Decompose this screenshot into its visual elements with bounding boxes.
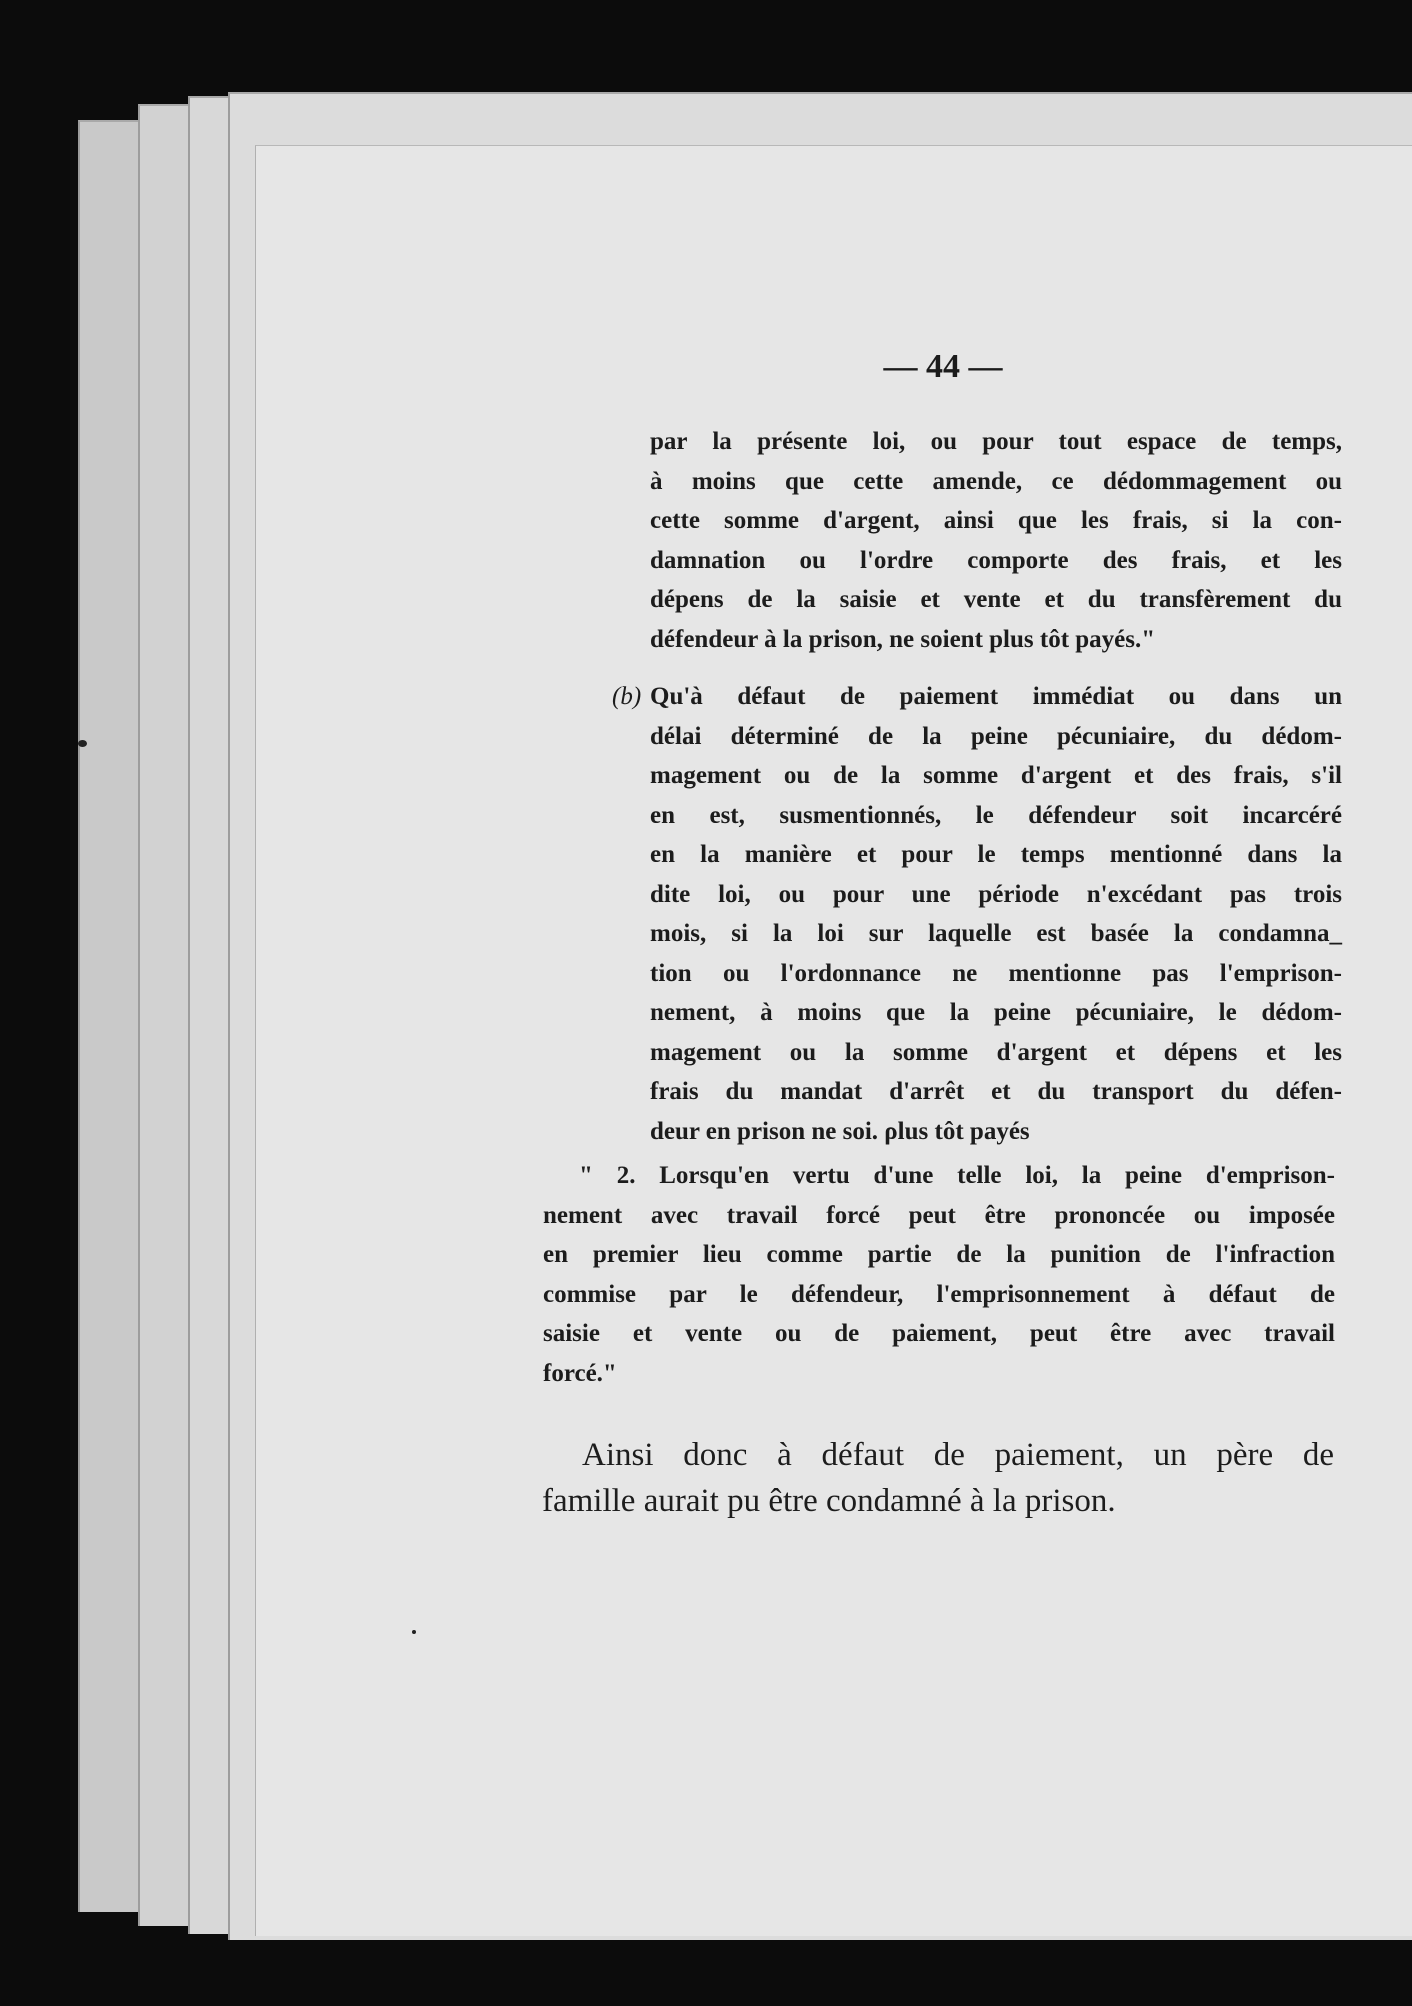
paragraph-c (543, 1156, 1335, 1393)
paragraph-a (650, 422, 1342, 659)
text-line: en premier lieu comme partie de la punition de l'infraction (543, 1241, 1335, 1268)
text-line: nement, à moins que la peine pécuniaire, le dédom- (650, 999, 1342, 1026)
text-line: deur en prison ne soi. ρlus tôt payés (650, 1117, 1030, 1145)
text-line: en est, susmentionnés, le défendeur soit incarcéré (650, 801, 1342, 829)
text-line: à moins que cette amende, ce dédommagement ou (650, 467, 1342, 495)
text-line: magement ou de la somme d'argent et des frais, s'il (650, 762, 1342, 789)
conclusion-paragraph (542, 1432, 1334, 1524)
text-line: Qu'à défaut de paiement immédiat ou dans un (650, 683, 1342, 710)
dust-speck (78, 740, 87, 747)
text-line: forcé." (543, 1359, 617, 1387)
text-line: par la présente loi, ou pour tout espace de temps, (650, 428, 1342, 455)
text-line: tion ou l'ordonnance ne mentionne pas l'emprison- (650, 959, 1342, 987)
text-line: défendeur à la prison, ne soient plus tôt payés." (650, 625, 1156, 653)
text-line: frais du mandat d'arrêt et du transport du défen- (650, 1078, 1342, 1105)
text-line: dépens de la saisie et vente et du transfèrement du (650, 586, 1342, 613)
text-line: nement avec travail forcé peut être prononcée ou imposée (543, 1201, 1335, 1229)
paragraph-b (612, 677, 1342, 1151)
text-line: cette somme d'argent, ainsi que les frais, si la con- (650, 507, 1342, 534)
text-line: mois, si la loi sur laquelle est basée la condamna_ (650, 920, 1342, 947)
text-line: saisie et vente ou de paiement, peut être avec travail (543, 1320, 1335, 1347)
paragraph-label: (b) (612, 683, 642, 710)
text-line: magement ou la somme d'argent et dépens et les (650, 1038, 1342, 1066)
text-line: commise par le défendeur, l'emprisonnement à défaut de (543, 1280, 1335, 1308)
text-line: dite loi, ou pour une période n'excédant pas trois (650, 880, 1342, 908)
text-line: Ainsi donc à défaut de paiement, un père de (582, 1437, 1334, 1473)
text-line: " 2. Lorsqu'en vertu d'une telle loi, la peine d'emprison- (579, 1162, 1335, 1189)
dust-speck (412, 1630, 416, 1634)
text-line: famille aurait pu être condamné à la prison. (542, 1483, 1116, 1519)
text-line: en la manière et pour le temps mentionné dans la (650, 841, 1342, 868)
page-number: — 44 — (883, 348, 1003, 385)
text-line: damnation ou l'ordre comporte des frais, et les (650, 546, 1342, 574)
text-line: délai déterminé de la peine pécuniaire, du dédom- (650, 722, 1342, 750)
